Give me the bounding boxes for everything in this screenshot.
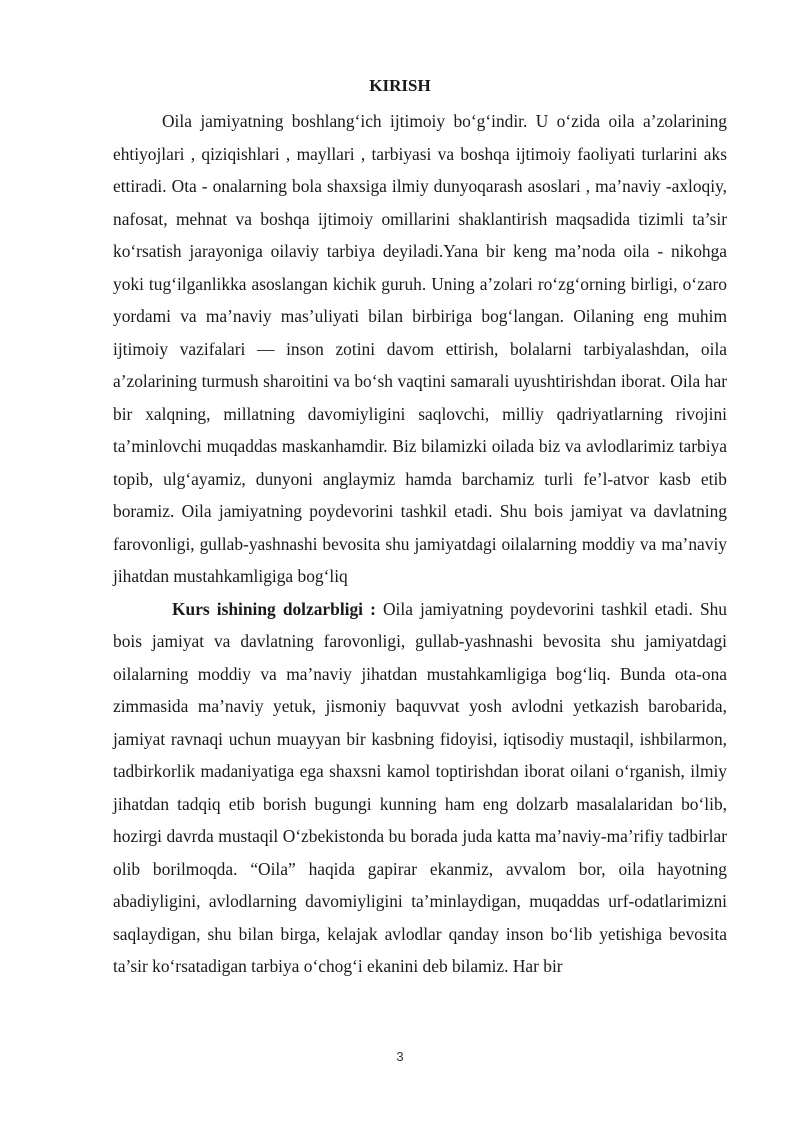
paragraph-relevance	[113, 593, 727, 983]
page-number: 3	[396, 1049, 404, 1064]
relevance-heading: Kurs ishining dolzarbligi :	[172, 598, 376, 619]
relevance-text: Oila jamiyatning poydevorini tashkil etadi. Shu bois jamiyat va davlatning farovonligi, gullab-yashnashi bevosita shu jamiyatdagi oilalarning moddiy va ma’naviy jihatdan mustahkamligiga bog‘liq. Bunda ota-ona zimmasida ma’naviy yetuk, jismoniy baquvvat yosh avlodni yetkazish barobarida, jamiyat ravnaqi uchun muayyan bir kasbning fidoyisi, iqtisodiy mustaqil, ishbilarmon, tadbirkorlik madaniyatiga ega shaxsni kamol toptirishdan iborat oilani o‘rganish, ilmiy jihatdan tadqiq etib borish bugungi kunning ham eng dolzarb masalalaridan bo‘lib, hozirgi davrda mustaqil O‘zbekistonda bu borada juda katta ma’naviy-ma’rifiy tadbirlar olib borilmoqda. “Oila” haqida gapirar ekanmiz, avvalom bor, oila hayotning abadiyligini, avlodlarning davomiyligini ta’minlaydigan, muqaddas urf-odatlarimizni saqlaydigan, shu bilan birga, kelajak avlodlar qanday inson bo‘lib yetishiga bevosita ta’sir ko‘rsatadigan tarbiya o‘chog‘i ekanini deb bilamiz. Har bir	[113, 598, 728, 976]
document-body	[113, 105, 727, 983]
page-title: KIRISH	[369, 76, 431, 95]
paragraph-introduction: Oila jamiyatning boshlang‘ich ijtimoiy bo‘g‘indir. U o‘zida oila a’zolarining ehtiyojlari , qiziqishlari , mayllari , tarbiyasi va boshqa ijtimoiy faoliyati turlarini aks ettiradi. Ota - onalarning bola shaxsiga ilmiy dunyoqarash asoslari , ma’naviy -axloqiy, nafosat, mehnat va boshqa ijtimoiy omillarini shaklantirish maqsadida tizimli ta’sir ko‘rsatish jarayoniga oilaviy tarbiya deyiladi.Yana bir keng ma’noda oila - nikohga yoki tug‘ilganlikka asoslangan kichik guruh. Uning a’zolari ro‘zg‘orning birligi, o‘zaro yordami va ma’naviy mas’uliyati bilan birbiriga bog‘langan. Oilaning eng muhim ijtimoiy vazifalari — inson zotini davom ettirish, bolalarni tarbiyalashdan, oila a’zolarining turmush sharoitini va bo‘sh vaqtini samarali uyushtirishdan iborat. Oila har bir xalqning, millatning davomiyligini saqlovchi, milliy qadriyatlarning rivojini ta’minlovchi muqaddas maskanhamdir. Biz bilamizki oilada biz va avlodlarimiz tarbiya topib, ulg‘ayamiz, dunyoni anglaymiz hamda barchamiz turli fe’l-atvor kasb etib boramiz. Oila jamiyatning poydevorini tashkil etadi. Shu bois jamiyat va davlatning farovonligi, gullab-yashnashi bevosita shu jamiyatdagi oilalarning moddiy va ma’naviy jihatdan mustahkamligiga bog‘liq	[113, 111, 727, 586]
